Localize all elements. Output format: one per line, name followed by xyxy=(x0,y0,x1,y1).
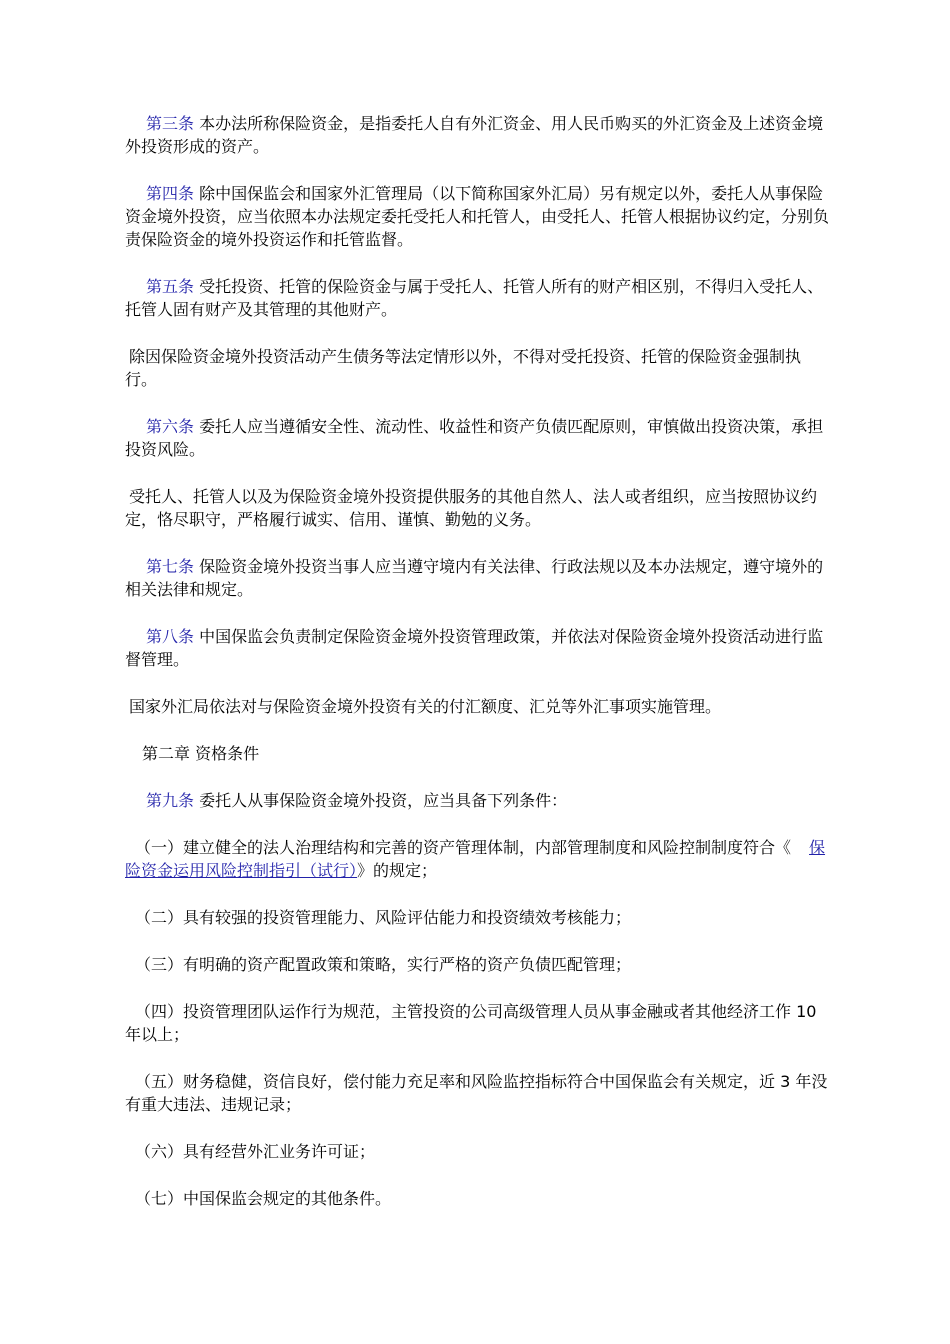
risk-control-guideline-link[interactable]: 保险资金运用风险控制指引（试行） xyxy=(125,838,826,880)
article-9 xyxy=(125,789,832,812)
article-3 xyxy=(125,112,832,158)
condition-1 xyxy=(125,836,832,882)
article-4-text: 除中国保监会和国家外汇管理局（以下简称国家外汇局）另有规定以外，委托人从事保险资金境外投资，应当依照本办法规定委托受托人和托管人，由受托人、托管人根据协议约定，分别负责保险资金的境外投资运作和托管监督。 xyxy=(125,184,830,249)
article-3-label[interactable]: 第三条 xyxy=(146,114,195,133)
article-5-label[interactable]: 第五条 xyxy=(146,277,195,296)
condition-4: （四）投资管理团队运作行为规范，主管投资的公司高级管理人员从事金融或者其他经济工作 10 年以上； xyxy=(125,1002,817,1044)
article-8 xyxy=(125,625,832,671)
article-8-label[interactable]: 第八条 xyxy=(146,627,195,646)
article-6 xyxy=(125,415,832,461)
article-8-paragraph-2: 国家外汇局依法对与保险资金境外投资有关的付汇额度、汇兑等外汇事项实施管理。 xyxy=(129,697,722,716)
article-6-label[interactable]: 第六条 xyxy=(146,417,195,436)
chapter-heading: 第二章 资格条件 xyxy=(142,744,260,763)
article-6-text: 委托人应当遵循安全性、流动性、收益性和资产负债匹配原则，审慎做出投资决策，承担投资风险。 xyxy=(125,417,824,459)
condition-1-text-before: （一）建立健全的法人治理结构和完善的资产管理体制，内部管理制度和风险控制制度符合《 xyxy=(135,838,792,857)
article-3-text: 本办法所称保险资金，是指委托人自有外汇资金、用人民币购买的外汇资金及上述资金境外投资形成的资产。 xyxy=(125,114,824,156)
article-4 xyxy=(125,182,832,251)
condition-5: （五）财务稳健，资信良好，偿付能力充足率和风险监控指标符合中国保监会有关规定，近 3 年没有重大违法、违规记录； xyxy=(125,1072,828,1114)
condition-1-text-after: 》的规定； xyxy=(357,861,438,880)
article-5-text: 受托投资、托管的保险资金与属于受托人、托管人所有的财产相区别，不得归入受托人、托管人固有财产及其管理的其他财产。 xyxy=(125,277,824,319)
condition-7: （七）中国保监会规定的其他条件。 xyxy=(135,1189,392,1208)
article-5-paragraph-2: 除因保险资金境外投资活动产生债务等法定情形以外，不得对受托投资、托管的保险资金强制执行。 xyxy=(125,347,802,389)
article-7-label[interactable]: 第七条 xyxy=(146,557,195,576)
article-9-label[interactable]: 第九条 xyxy=(146,791,195,810)
condition-6: （六）具有经营外汇业务许可证； xyxy=(135,1142,376,1161)
condition-3: （三）有明确的资产配置政策和策略，实行严格的资产负债匹配管理； xyxy=(135,955,632,974)
condition-2: （二）具有较强的投资管理能力、风险评估能力和投资绩效考核能力； xyxy=(135,908,632,927)
article-7-text: 保险资金境外投资当事人应当遵守境内有关法律、行政法规以及本办法规定，遵守境外的相关法律和规定。 xyxy=(125,557,824,599)
article-5 xyxy=(125,275,832,321)
article-6-paragraph-2: 受托人、托管人以及为保险资金境外投资提供服务的其他自然人、法人或者组织，应当按照协议约定，恪尽职守，严格履行诚实、信用、谨慎、勤勉的义务。 xyxy=(125,487,818,529)
article-9-text: 委托人从事保险资金境外投资，应当具备下列条件： xyxy=(194,791,568,810)
article-8-text: 中国保监会负责制定保险资金境外投资管理政策，并依法对保险资金境外投资活动进行监督管理。 xyxy=(125,627,824,669)
article-7 xyxy=(125,555,832,601)
article-4-label[interactable]: 第四条 xyxy=(146,184,195,203)
